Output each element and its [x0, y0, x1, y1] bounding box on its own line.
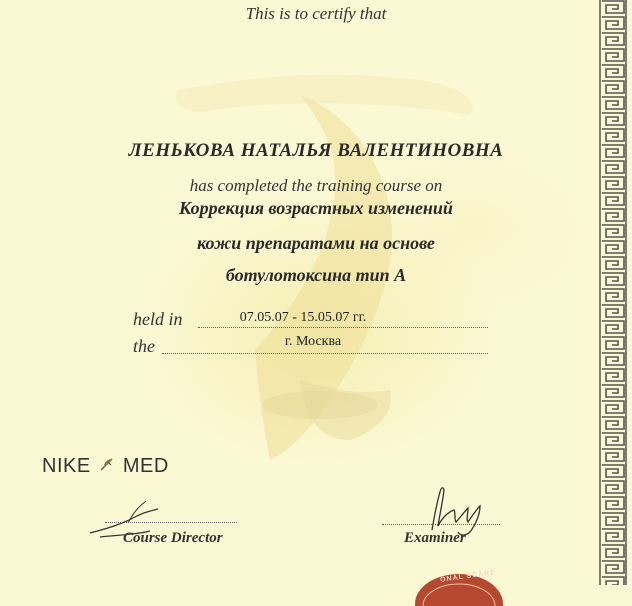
logo-right-text: MED	[122, 455, 169, 477]
certify-intro: This is to certify that	[245, 4, 387, 23]
location-dotted-line	[162, 353, 488, 354]
held-in-label: held in	[133, 309, 183, 329]
course-director-line	[105, 522, 237, 523]
greek-key-border	[598, 0, 628, 585]
course-dates: 07.05.07 - 15.05.07 гг.	[239, 310, 367, 325]
nikemed-logo	[42, 455, 169, 478]
examiner-line	[382, 524, 500, 525]
logo-left-text: NIKE	[42, 455, 91, 477]
examiner-signature	[410, 478, 500, 538]
recipient-name: ЛЕНЬКОВА НАТАЛЬЯ ВАЛЕНТИНОВНА	[128, 140, 504, 161]
held-in-dotted-line	[198, 327, 488, 328]
course-title-line-2: кожи препаратами на основе	[197, 233, 435, 253]
feather-icon	[99, 455, 115, 478]
examiner-label: Examiner	[404, 530, 466, 546]
course-title-line-1: Коррекция возрастных изменений	[179, 198, 453, 218]
completed-text: has completed the training course on	[189, 176, 443, 195]
the-label: the	[133, 336, 155, 356]
seal-text: ONAL SCARE	[439, 569, 497, 584]
course-city: г. Москва	[284, 334, 342, 349]
course-title-line-3: ботулотоксина тип А	[225, 265, 407, 285]
course-director-label: Course Director	[123, 530, 223, 546]
